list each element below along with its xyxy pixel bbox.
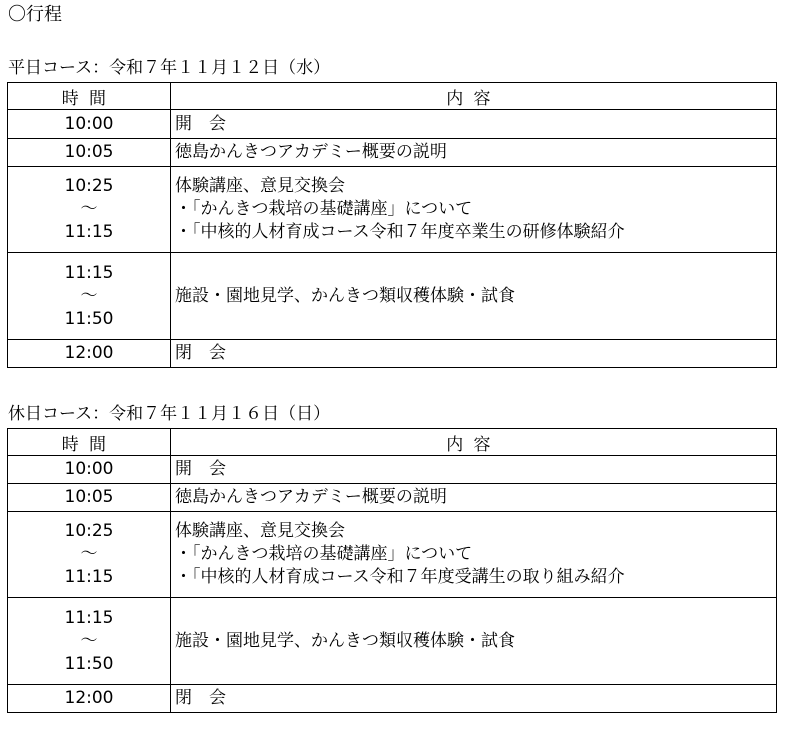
time-cell: 11:15 ～ 11:50	[8, 598, 171, 685]
time-cell: 11:15 ～ 11:50	[8, 253, 171, 340]
content-column-header: 内容	[171, 429, 777, 456]
table-row	[8, 456, 777, 484]
section-heading: 〇行程	[8, 4, 62, 25]
content-cell: 施設・園地見学、かんきつ類収穫体験・試食	[171, 253, 777, 340]
table-row	[8, 167, 777, 253]
table-row	[8, 512, 777, 598]
content-column-header: 内容	[171, 83, 777, 110]
time-cell: 10:00	[8, 110, 171, 139]
table-header-row	[8, 429, 777, 456]
content-cell: 閉 会	[171, 340, 777, 368]
content-cell: 開 会	[171, 456, 777, 484]
weekday-schedule-table	[7, 82, 777, 368]
time-cell: 10:00	[8, 456, 171, 484]
table-row	[8, 484, 777, 512]
table-header-row	[8, 83, 777, 110]
time-cell: 12:00	[8, 685, 171, 713]
content-cell: 開 会	[171, 110, 777, 139]
time-cell: 12:00	[8, 340, 171, 368]
table-row	[8, 253, 777, 340]
time-cell: 10:05	[8, 484, 171, 512]
content-cell: 閉 会	[171, 685, 777, 713]
table-row	[8, 139, 777, 167]
content-cell: 体験講座、意見交換会 ・「かんきつ栽培の基礎講座」について ・「中核的人材育成コース令和７年度卒業生の研修体験紹介	[171, 167, 777, 253]
content-cell: 施設・園地見学、かんきつ類収穫体験・試食	[171, 598, 777, 685]
content-cell: 徳島かんきつアカデミー概要の説明	[171, 484, 777, 512]
table-row	[8, 598, 777, 685]
time-cell: 10:25 ～ 11:15	[8, 167, 171, 253]
table-row	[8, 340, 777, 368]
time-cell: 10:05	[8, 139, 171, 167]
weekday-course-title: 平日コース：令和７年１１月１２日（水）	[8, 58, 331, 78]
table-row	[8, 110, 777, 139]
content-cell: 徳島かんきつアカデミー概要の説明	[171, 139, 777, 167]
holiday-course-title: 休日コース：令和７年１１月１６日（日）	[8, 404, 331, 424]
content-cell: 体験講座、意見交換会 ・「かんきつ栽培の基礎講座」について ・「中核的人材育成コース令和７年度受講生の取り組み紹介	[171, 512, 777, 598]
holiday-schedule-table	[7, 428, 777, 713]
table-row	[8, 685, 777, 713]
time-column-header: 時間	[8, 83, 171, 110]
time-column-header: 時間	[8, 429, 171, 456]
time-cell: 10:25 ～ 11:15	[8, 512, 171, 598]
